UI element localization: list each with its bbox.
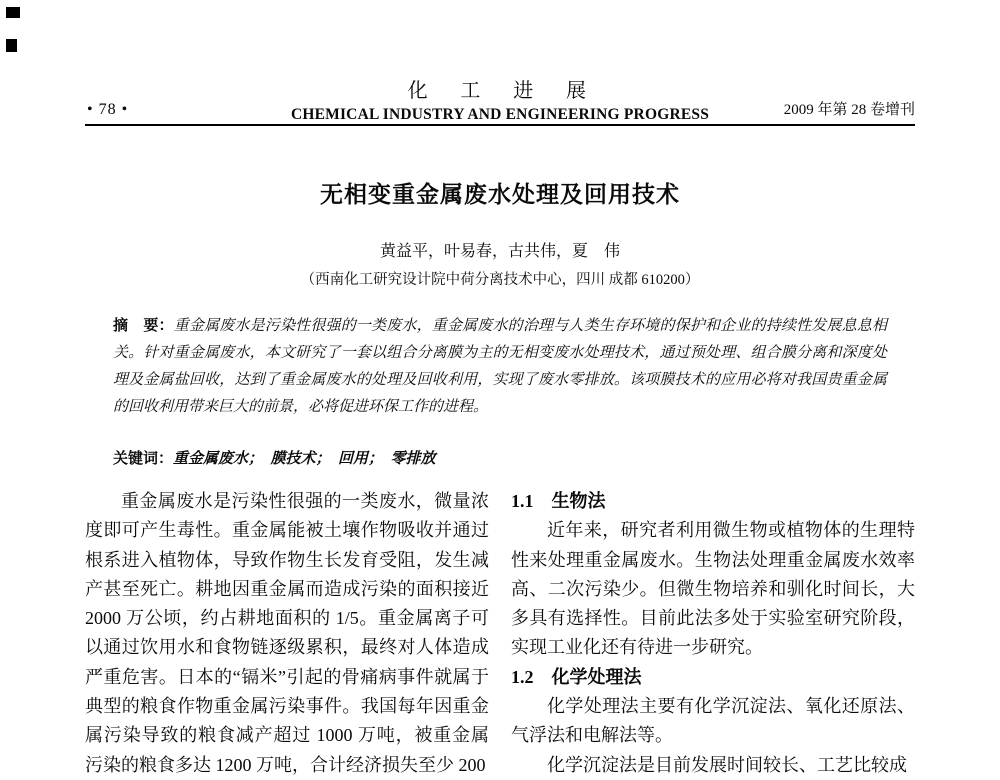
keywords-block: [113, 447, 887, 468]
abstract-text: 重金属废水是污染性很强的一类废水，重金属废水的治理与人类生存环境的保护和企业的持续性发展息息相关。针对重金属废水，本文研究了一套以组合分离膜为主的无相变废水处理技术，通过预处理、组合膜分离和深度处理及金属盐回收，达到了重金属废水的处理及回收利用，实现了废水零排放。该项膜技术的应用必将对我国贵重金属的回收利用带来巨大的前景，必将促进环保工作的进程。: [113, 318, 887, 415]
right-column: [511, 487, 915, 780]
issue-info: 2009 年第 28 卷增刊: [783, 102, 915, 118]
page-number: • 78 •: [87, 101, 129, 118]
keywords-label: 关键词：: [113, 451, 174, 467]
journal-name-en: CHEMICAL INDUSTRY AND ENGINEERING PROGRESS: [290, 106, 710, 123]
journal-name-cn: 化 工 进 展: [407, 80, 593, 102]
scan-artifact: [6, 39, 17, 52]
journal-header: [85, 74, 915, 122]
left-column: [85, 487, 489, 780]
authors-line: 黄益平，叶易春，古共伟，夏 伟: [379, 243, 620, 260]
keywords-text: 重金属废水； 膜技术； 回用； 零排放: [173, 451, 436, 467]
abstract-block: [113, 313, 887, 421]
scan-artifact: [6, 7, 20, 18]
section-heading-1-1: 1.1 生物法: [511, 491, 606, 511]
affiliation-line: （西南化工研究设计院中荷分离技术中心，四川 成都 610200）: [300, 272, 700, 288]
abstract-label: 摘 要：: [113, 318, 174, 334]
header-rule: [85, 124, 915, 126]
section-heading-1-2: 1.2 化学处理法: [511, 666, 642, 687]
paragraph-intro: 重金属废水是污染性很强的一类废水，微量浓度即可产生毒性。重金属能被土壤作物吸收并通过根系进入植物体，导致作物生长发育受阻，发生减产甚至死亡。耕地因重金属而造成污染的面积接近 2000 万公顷，约占耕地面积的 1/5。重金属离子可以通过饮用水和食物链逐级累积，最终对人体造成严重危害。日本的“镉米”引起的骨痛病事件就属于典型的粮食作物重金属污染事件。我国每年因重金属污染导致的粮食减产超过 1000 万吨，被重金属污染的粮食多达 1200 万吨，合计经济损失至少 200: [85, 491, 489, 775]
paragraph-chemical-1: 化学处理法主要有化学沉淀法、氧化还原法、气浮法和电解法等。: [511, 696, 915, 746]
paragraph-biology: 近年来，研究者利用微生物或植物体的生理特性来处理重金属废水。生物法处理重金属废水效率高、二次污染少。但微生物培养和驯化时间长，大多具有选择性。目前此法多处于实验室研究阶段，实现工业化还有待进一步研究。: [511, 520, 915, 658]
article-title: 无相变重金属废水处理及回用技术: [320, 182, 680, 207]
paragraph-chemical-2: 化学沉淀法是目前发展时间较长、工艺比较成: [547, 754, 907, 775]
body-columns: [85, 487, 915, 780]
